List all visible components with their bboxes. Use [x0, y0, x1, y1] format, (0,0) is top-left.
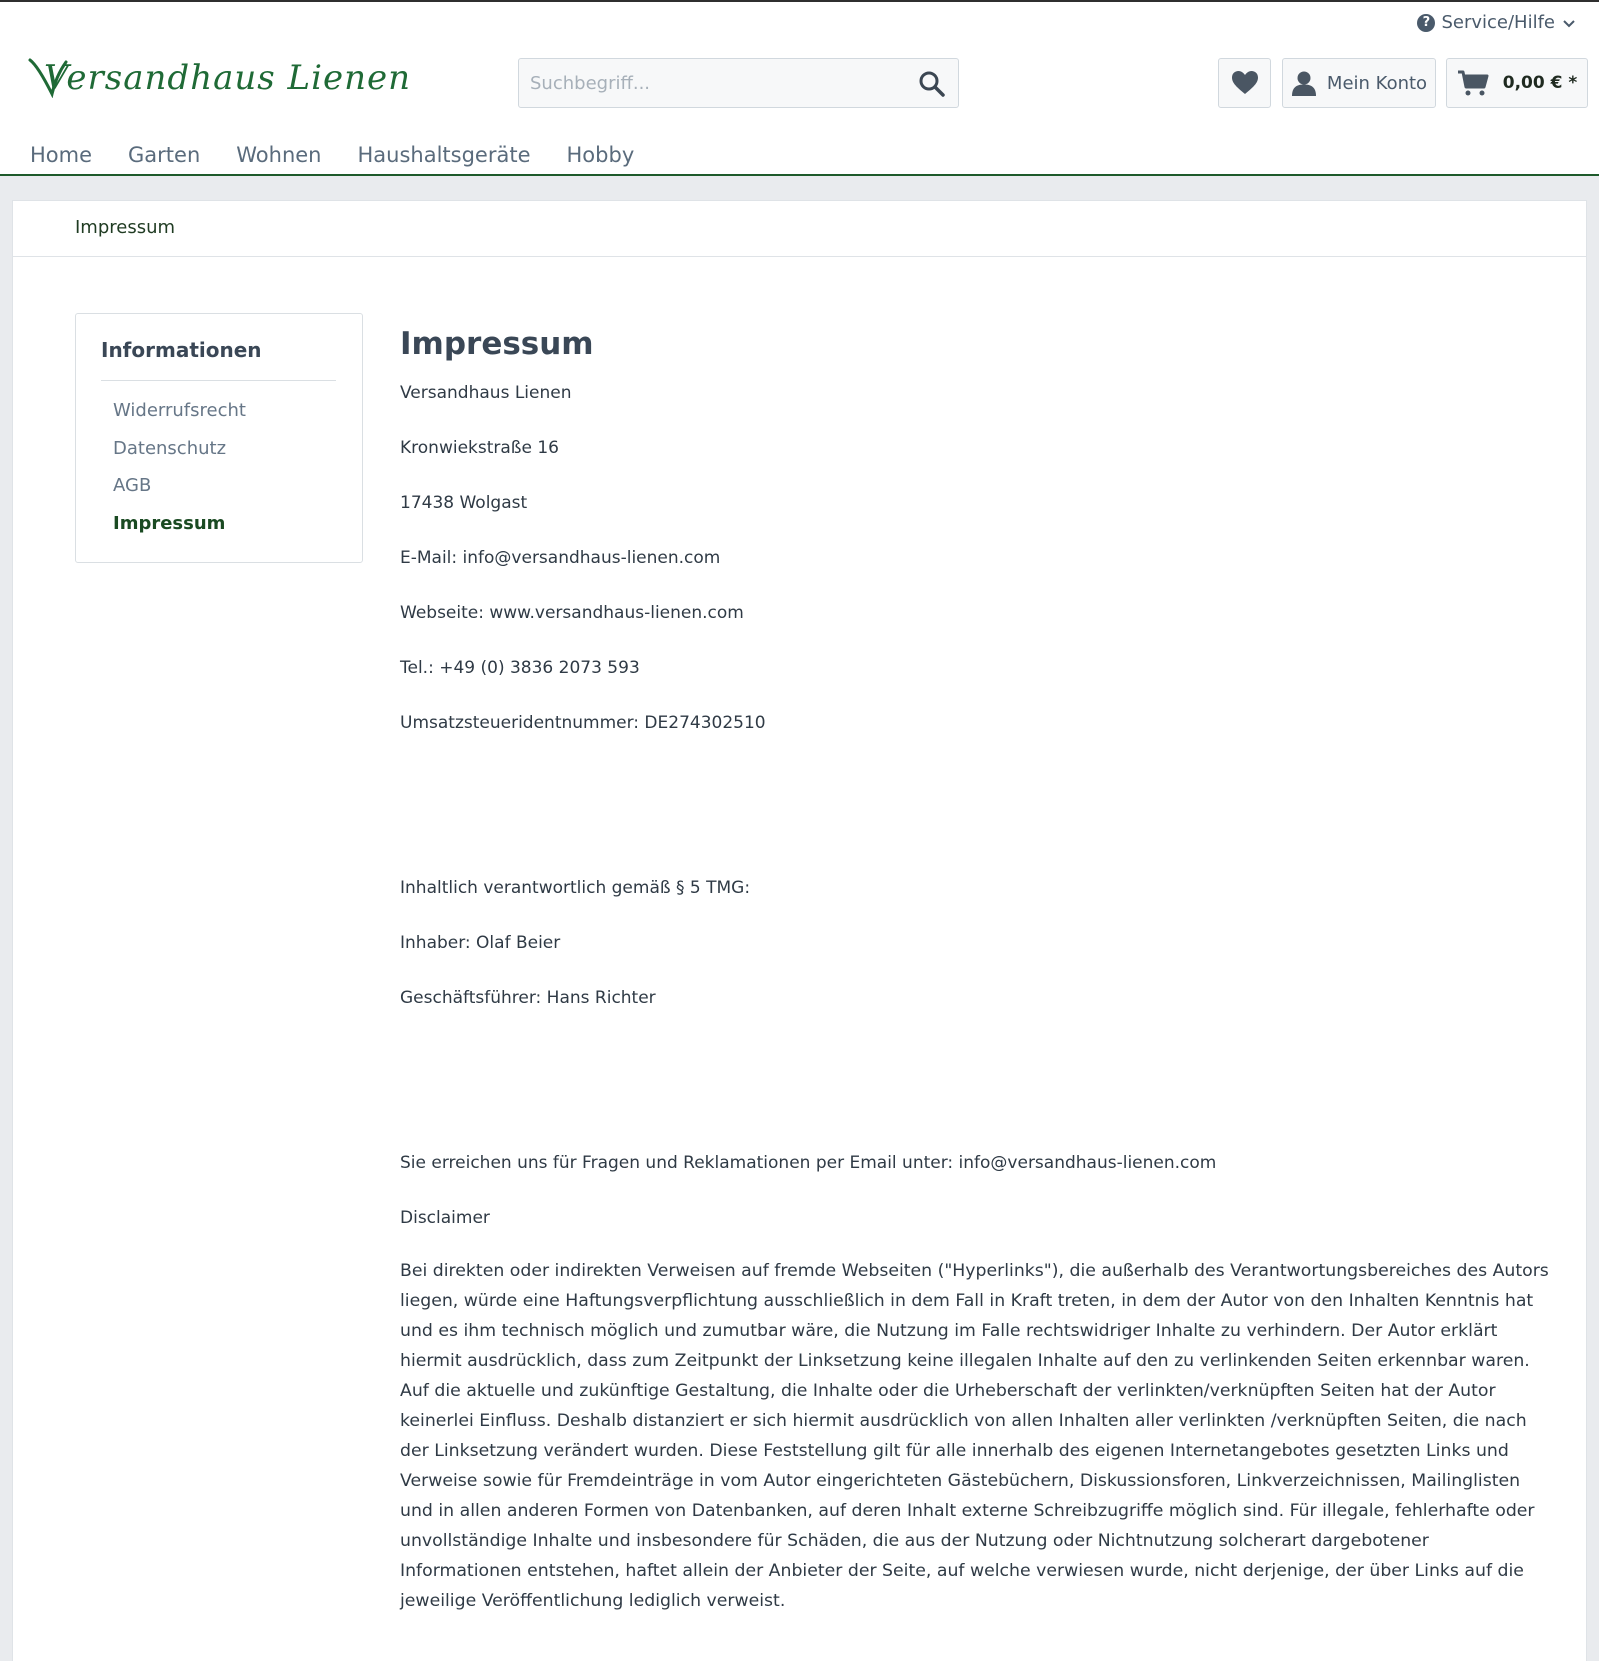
nav-item-haushaltsgeraete[interactable]: Haushaltsgeräte: [357, 143, 531, 167]
wishlist-button[interactable]: [1218, 58, 1271, 108]
disclaimer-text: Bei direkten oder indirekten Verweisen auf fremde Webseiten ("Hyperlinks"), die außerhalb des Verantwortungsbereiches des Autors liegen, würde eine Haftungsverpflichtung ausschließlich in dem Fall in Kraft treten, in dem der Autor von den Inhalten Kenntnis hat und es ihm technisch möglich und zumutbar wäre, die Nutzung im Falle rechtswidriger Inhalte zu verhindern. Der Autor erklärt hiermit ausdrücklich, dass zum Zeitpunkt der Linksetzung keine illegalen Inhalte auf den zu verlinkenden Seiten erkennbar waren. Auf die aktuelle und zukünftige Gestaltung, die Inhalte oder die Urheberschaft der verlinkten/verknüpften Seiten hat der Autor keinerlei Einfluss. Deshalb distanziert er sich hiermit ausdrücklich von allen Inhalten aller verlinkten /verknüpften Seiten, die nach der Linksetzung verändert wurden. Diese Feststellung gilt für alle innerhalb des eigenen Internetangebotes gesetzten Links und Verweise sowie für Fremdeinträge in vom Autor eingerichteten Gästebüchern, Diskussionsforen, Linkverzeichnissen, Mailinglisten und in allen anderen Formen von Datenbanken, auf deren Inhalt externe Schreibzugriffe möglich sind. Für illegale, fehlerhafte oder unvollständige Inhalte und insbesondere für Schäden, die aus der Nutzung oder Nichtnutzung solcherart dargebotener Informationen entstehen, haftet allein der Anbieter der Seite, auf welche verwiesen wurde, nicht derjenige, der über Links auf die jeweilige Veröffentlichung lediglich verweist.: [400, 1261, 1549, 1611]
cart-button[interactable]: [1446, 58, 1588, 108]
page-title: Impressum: [400, 326, 594, 362]
chevron-down-icon: [1561, 15, 1577, 31]
contact-line: Sie erreichen uns für Fragen und Reklamationen per Email unter: info@versandhaus-lienen.com: [400, 1153, 1217, 1173]
service-help-label: Service/Hilfe: [1441, 12, 1555, 33]
cart-total: 0,00 € *: [1502, 73, 1578, 93]
manager-line: Geschäftsführer: Hans Richter: [400, 988, 656, 1008]
search-box: [518, 58, 959, 108]
content-panel: [12, 200, 1587, 1661]
nav-item-hobby[interactable]: Hobby: [566, 143, 635, 167]
breadcrumb-current[interactable]: Impressum: [75, 217, 176, 238]
website-line: Webseite: www.versandhaus-lienen.com: [400, 603, 744, 623]
sidebar-item-agb[interactable]: AGB: [113, 475, 152, 496]
responsible-line: Inhaltlich verantwortlich gemäß § 5 TMG:: [400, 878, 751, 898]
owner-line: Inhaber: Olaf Beier: [400, 933, 561, 953]
user-icon: [1291, 70, 1317, 96]
main-navigation: [0, 140, 1599, 176]
heart-icon: [1231, 70, 1259, 96]
vat-line: Umsatzsteueridentnummer: DE274302510: [400, 713, 766, 733]
question-icon: ?: [1417, 14, 1435, 32]
account-button[interactable]: [1282, 58, 1436, 108]
nav-item-garten[interactable]: Garten: [128, 143, 201, 167]
sidebar-item-impressum[interactable]: Impressum: [113, 512, 226, 534]
search-icon[interactable]: [918, 70, 946, 98]
nav-item-wohnen[interactable]: Wohnen: [236, 143, 322, 167]
logo[interactable]: [28, 56, 411, 106]
logo-text: Versandhaus Lienen: [44, 58, 411, 98]
info-sidebar: [75, 313, 363, 563]
sidebar-item-datenschutz[interactable]: Datenschutz: [113, 437, 227, 459]
search-input[interactable]: [519, 59, 899, 107]
sidebar-item-widerrufsrecht[interactable]: Widerrufsrecht: [113, 400, 246, 421]
nav-item-home[interactable]: Home: [30, 143, 93, 167]
main-content: [400, 326, 1550, 1611]
company-name: Versandhaus Lienen: [400, 383, 572, 403]
disclaimer-title: Disclaimer: [400, 1208, 490, 1228]
top-border: [0, 0, 1599, 2]
sidebar-divider: [101, 380, 336, 381]
phone-line: Tel.: +49 (0) 3836 2073 593: [400, 658, 640, 678]
breadcrumb: [13, 201, 1586, 257]
cart-icon: [1457, 69, 1489, 97]
address-city: 17438 Wolgast: [400, 493, 528, 513]
email-line: E-Mail: info@versandhaus-lienen.com: [400, 548, 721, 568]
address-street: Kronwiekstraße 16: [400, 438, 560, 458]
sidebar-title: Informationen: [101, 338, 262, 362]
service-help-link[interactable]: [1417, 12, 1577, 33]
account-label: Mein Konto: [1326, 72, 1428, 94]
